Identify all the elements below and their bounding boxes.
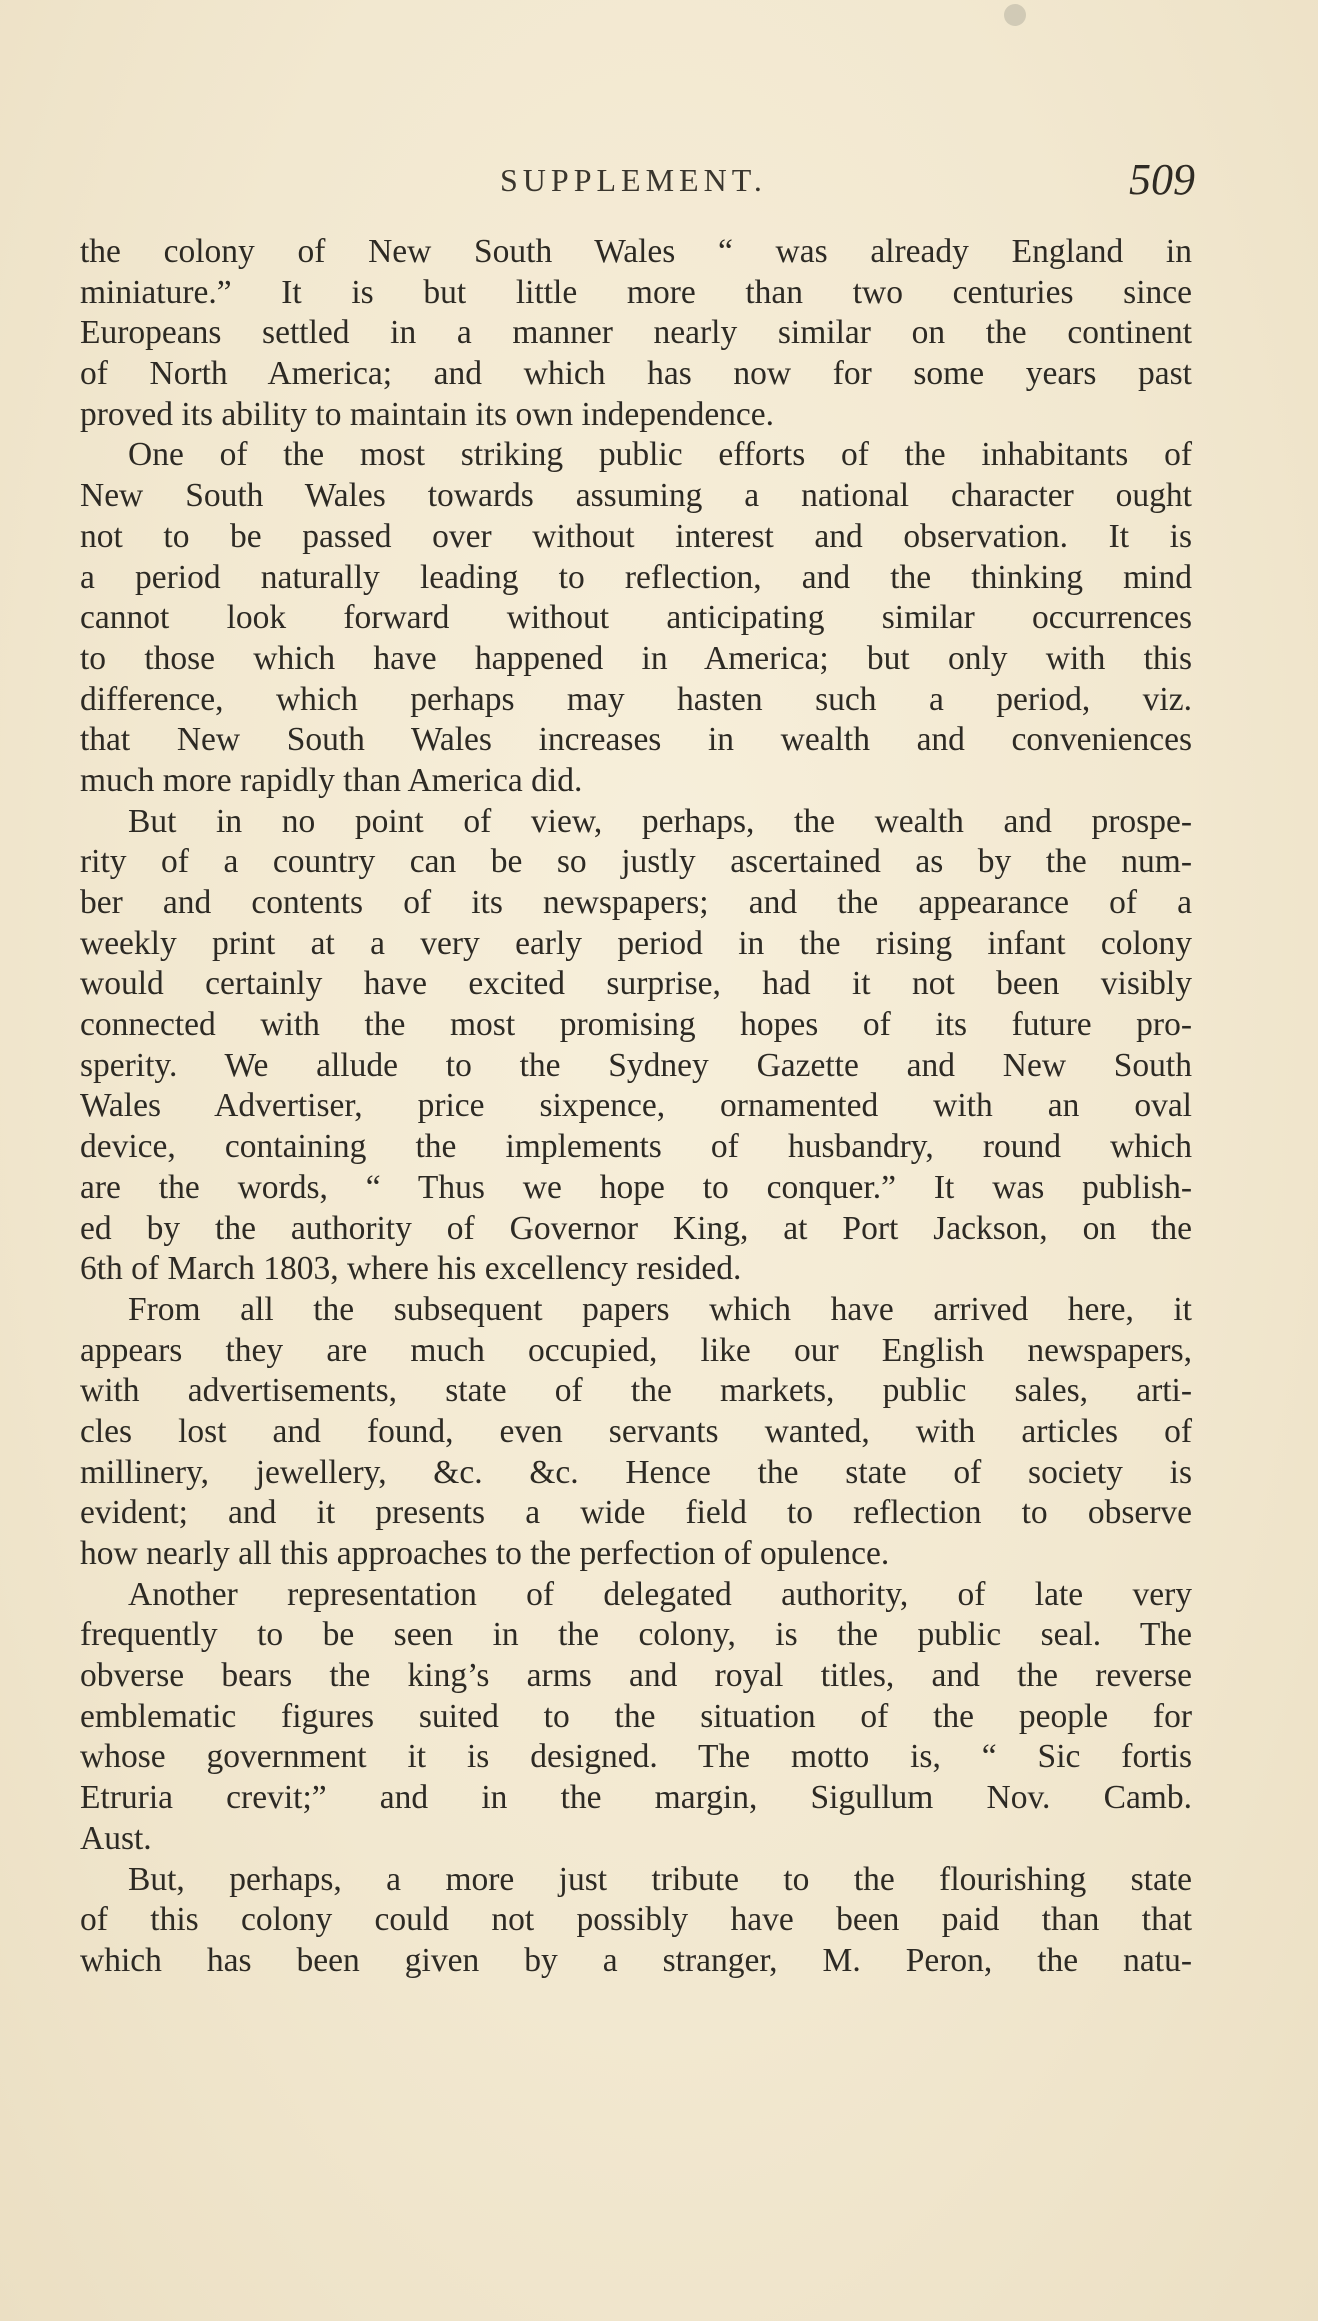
- text-line: New South Wales towards assuming a national character ought: [80, 477, 1192, 515]
- text-line: whose government it is designed. The motto is, “ Sic fortis: [80, 1738, 1192, 1776]
- page-header: [80, 155, 1195, 210]
- page-number: 509: [1129, 155, 1195, 204]
- text-line: cannot look forward without anticipating similar occurrences: [80, 599, 1192, 637]
- text-line: rity of a country can be so justly ascertained as by the num-: [80, 843, 1192, 881]
- text-line: Aust.: [80, 1819, 152, 1857]
- text-line: sperity. We allude to the Sydney Gazette and New South: [80, 1046, 1192, 1084]
- text-line: how nearly all this approaches to the perfection of opulence.: [80, 1535, 890, 1572]
- text-line: device, containing the implements of husbandry, round which: [80, 1128, 1192, 1166]
- text-line: the colony of New South Wales “ was already England in: [80, 233, 1192, 270]
- text-line: much more rapidly than America did.: [80, 761, 583, 799]
- text-line: But in no point of view, perhaps, the wealth and prospe-: [128, 802, 1192, 840]
- text-line: But, perhaps, a more just tribute to the flourishing state: [128, 1860, 1192, 1898]
- body-text: [80, 232, 1192, 1982]
- text-line: evident; and it presents a wide field to reflection to observe: [80, 1494, 1192, 1532]
- text-line: to those which have happened in America; but only with this: [80, 639, 1192, 677]
- text-line: 6th of March 1803, where his excellency resided.: [80, 1250, 742, 1288]
- text-line: are the words, “ Thus we hope to conquer.” It was publish-: [80, 1168, 1192, 1206]
- text-line: Another representation of delegated authority, of late very: [128, 1575, 1192, 1613]
- text-line: of this colony could not possibly have been paid than that: [80, 1901, 1192, 1939]
- text-line: with advertisements, state of the markets, public sales, arti-: [80, 1372, 1192, 1410]
- running-head: SUPPLEMENT.: [500, 162, 767, 198]
- text-line: proved its ability to maintain its own independence.: [80, 395, 775, 433]
- text-line: From all the subsequent papers which have arrived here, it: [128, 1290, 1192, 1328]
- text-line: miniature.” It is but little more than two centuries since: [80, 273, 1192, 311]
- text-line: not to be passed over without interest and observation. It is: [80, 517, 1192, 555]
- text-line: Europeans settled in a manner nearly similar on the continent: [80, 314, 1192, 352]
- text-line: cles lost and found, even servants wanted, with articles of: [80, 1412, 1192, 1450]
- text-line: One of the most striking public efforts of the inhabitants of: [128, 436, 1192, 474]
- text-line: obverse bears the king’s arms and royal titles, and the reverse: [80, 1657, 1192, 1695]
- text-line: Etruria crevit;” and in the margin, Sigullum Nov. Camb.: [80, 1779, 1192, 1817]
- text-line: ed by the authority of Governor King, at Port Jackson, on the: [80, 1209, 1192, 1247]
- text-line: that New South Wales increases in wealth and conveniences: [80, 721, 1192, 759]
- text-line: millinery, jewellery, &c. &c. Hence the state of society is: [80, 1453, 1192, 1491]
- text-line: connected with the most promising hopes of its future pro-: [80, 1006, 1192, 1044]
- text-line: a period naturally leading to reflection, and the thinking mind: [80, 558, 1192, 596]
- text-line: ber and contents of its newspapers; and the appearance of a: [80, 884, 1192, 921]
- text-line: of North America; and which has now for some years past: [80, 355, 1192, 393]
- text-line: which has been given by a stranger, M. Peron, the natu-: [80, 1941, 1192, 1979]
- text-line: weekly print at a very early period in the rising infant colony: [80, 924, 1192, 962]
- text-line: would certainly have excited surprise, had it not been visibly: [80, 965, 1192, 1003]
- text-line: frequently to be seen in the colony, is the public seal. The: [80, 1616, 1192, 1654]
- text-line: appears they are much occupied, like our English newspapers,: [80, 1331, 1192, 1369]
- text-line: difference, which perhaps may hasten such a period, viz.: [80, 680, 1192, 718]
- text-line: Wales Advertiser, price sixpence, ornamented with an oval: [80, 1087, 1192, 1125]
- page-stain: [1004, 4, 1026, 26]
- text-line: emblematic figures suited to the situation of the people for: [80, 1697, 1192, 1735]
